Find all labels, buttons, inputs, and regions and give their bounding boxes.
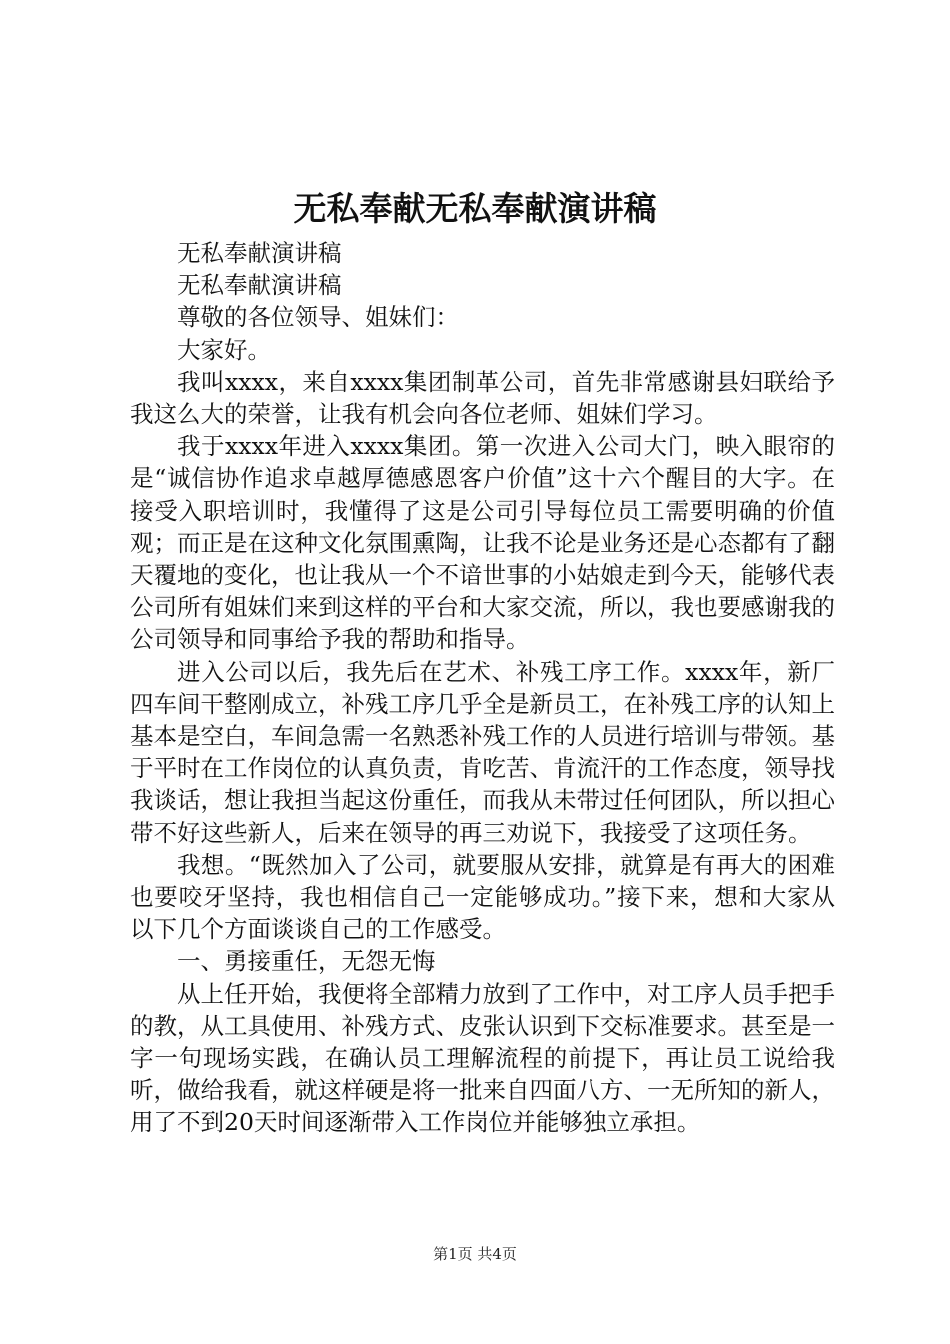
paragraph: 尊敬的各位领导、姐妹们： (177, 303, 459, 332)
section-heading: 一、勇接重任，无怨无悔 (177, 947, 436, 976)
paragraph: 我于xxxx年进入xxxx集团。第一次进入公司大门，映入眼帘的是“诚信协作追求卓越厚德感恩客户价值”这十六个醒目的大字。在接受入职培训时，我懂得了这是公司引导每位员工需要明确的价值观；而正是在这种文化氛围熏陶，让我不论是业务还是心态都有了翻天覆地的变化，也让我从一个不谙世事的小姑娘走到今天，能够代表公司所有姐妹们来到这样的平台和大家交流，所以，我也要感谢我的公司领导和同事给予我的帮助和指导。 (130, 432, 835, 654)
paragraph: 无私奉献演讲稿 (177, 271, 342, 300)
document-body (130, 237, 835, 1139)
paragraph: 进入公司以后，我先后在艺术、补残工序工作。xxxx年，新厂四车间干整刚成立，补残工序几乎全是新员工，在补残工序的认知上基本是空白，车间急需一名熟悉补残工作的人员进行培训与带领。基于平时在工作岗位的认真负责，肯吃苦、肯流汗的工作态度，领导找我谈话，想让我担当起这份重任，而我从未带过任何团队，所以担心带不好这些新人，后来在领导的再三劝说下，我接受了这项任务。 (130, 657, 835, 847)
paragraph: 从上任开始，我便将全部精力放到了工作中，对工序人员手把手的教，从工具使用、补残方式、皮张认识到下交标准要求。甚至是一字一句现场实践，在确认员工理解流程的前提下，再让员工说给我听，做给我看，就这样硬是将一批来自四面八方、一无所知的新人，用了不到20天时间逐渐带入工作岗位并能够独立承担。 (130, 979, 835, 1137)
paragraph: 我想。“既然加入了公司，就要服从安排，就算是有再大的困难也要咬牙坚持，我也相信自己一定能够成功。”接下来，想和大家从以下几个方面谈谈自己的工作感受。 (130, 850, 835, 944)
paragraph: 大家好。 (177, 335, 271, 364)
page-number-footer: 第1页 共4页 (433, 1245, 517, 1263)
paragraph: 我叫xxxx，来自xxxx集团制革公司，首先非常感谢县妇联给予我这么大的荣誉，让我有机会向各位老师、姐妹们学习。 (130, 367, 835, 429)
document-title: 无私奉献无私奉献演讲稿 (293, 189, 657, 228)
paragraph: 无私奉献演讲稿 (177, 239, 342, 267)
